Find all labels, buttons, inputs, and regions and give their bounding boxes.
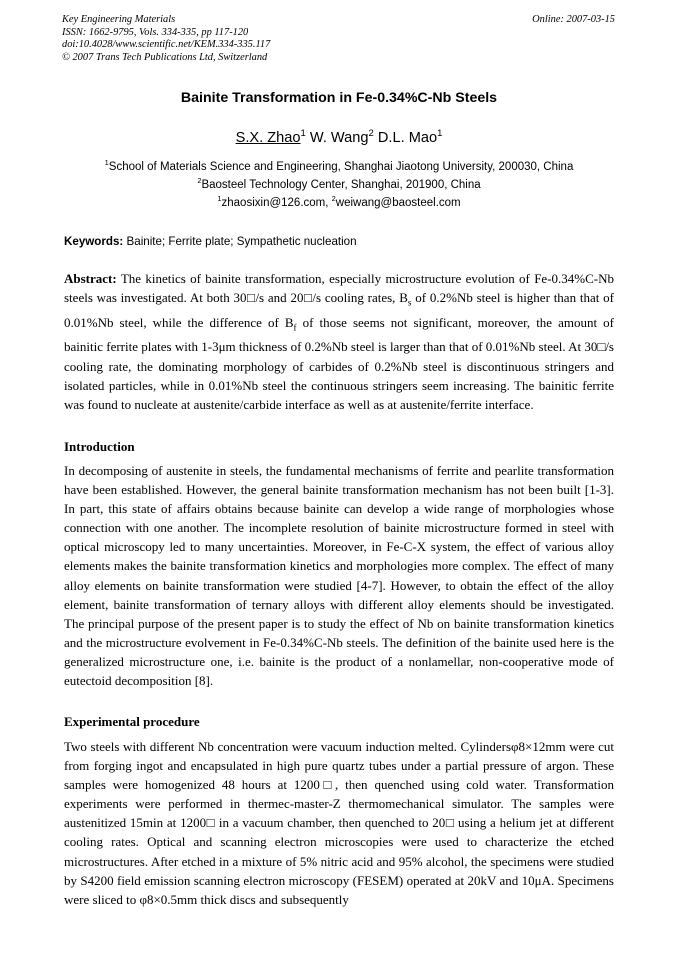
author-name: S.X. Zhao xyxy=(235,130,301,146)
author-list xyxy=(0,130,678,146)
abstract-text: The kinetics of bainite transformation, especially microstructure evolution of Fe-0.34%C-Nb steels was investigated. At both 30□/s and 20□/s cooling rates, B xyxy=(64,271,614,306)
experimental-text xyxy=(64,737,614,909)
keywords xyxy=(64,235,357,248)
experimental-heading: Experimental procedure xyxy=(64,714,200,729)
email-address: weiwang@baosteel.com xyxy=(335,197,461,209)
subscript: s xyxy=(407,297,412,308)
introduction-paragraph: In decomposing of austenite in steels, the fundamental mechanisms of ferrite and pearlite transformation have been established. However, the general bainite transformation mechanism has not been built [1-3]. In part, this state of affairs obtains because bainite can develop a wide range of morphologies whose connection with one another. The incomplete resolution of bainite microstructure formed in steel with optical microscopy led to many uncertainties. Moreover, in Fe-C-X system, the effect of various alloy elements makes the bainite transformation kinetics and morphologies more complex. The effect of many alloy elements on bainite transformation were studied [4-7]. However, to obtain the effect of the alloy element, bainite transformation of ternary alloys with different alloy elements should be investigated. The principal purpose of the present paper is to study the effect of Nb on bainite transformation kinetics and the microstructure evolvement in Fe-0.34%C-Nb steels. The definition of the bainite used here is the generalized microstructure one, i.e. bainite is the product of a nonlamellar, non-cooperative mode of eutectoid decomposition [8]. xyxy=(64,463,614,689)
email-mark: 2 xyxy=(331,194,336,204)
affiliation-text: School of Materials Science and Engineering, Shanghai Jiaotong University, 200030, China xyxy=(108,161,574,173)
affiliation-mark: 2 xyxy=(197,176,202,186)
author-name: D.L. Mao xyxy=(377,130,438,146)
author-affiliation-mark: 2 xyxy=(368,128,374,140)
affiliation-text: Baosteel Technology Center, Shanghai, 201900, China xyxy=(201,179,481,191)
online-date: Online: 2007-03-15 xyxy=(532,14,615,25)
doi-line: doi:10.4028/www.scientific.net/KEM.334-335.117 xyxy=(62,39,271,51)
email-address: zhaosixin@126.com, xyxy=(221,197,329,209)
journal-name: Key Engineering Materials xyxy=(62,14,176,25)
affiliation-mark: 1 xyxy=(104,158,109,168)
introduction-text xyxy=(64,461,614,690)
abstract xyxy=(64,269,614,414)
email-line xyxy=(0,194,678,209)
email-mark: 1 xyxy=(217,194,222,204)
author-affiliation-mark: 1 xyxy=(437,128,443,140)
abstract-text: of 0.2%Nb steel is higher than that of 0.01%Nb steel, while the difference of B xyxy=(64,290,614,330)
author-affiliation-mark: 1 xyxy=(300,128,306,140)
introduction-heading: Introduction xyxy=(64,439,135,454)
abstract-label: Abstract: xyxy=(64,271,117,286)
paper-title: Bainite Transformation in Fe-0.34%C-Nb Steels xyxy=(180,90,498,106)
abstract-text: of those seems not significant, moreover, the amount of bainitic ferrite plates with 1-3μm thickness of 0.2%Nb steel is larger than that of 0.01%Nb steel. At 30□/s cooling rate, the dominating morphology of carbides of 0.2%Nb steel is discontinuous stringers and isolated particles, while in 0.01%Nb steel the continuous stringers seem increasing. The bainitic ferrite was found to nucleate at austenite/carbide interface as well as at austenite/ferrite interface. xyxy=(64,314,614,412)
experimental-paragraph: Two steels with different Nb concentration were vacuum induction melted. Cylindersφ8×12mm were cut from forging ingot and encapsulated in high pure quartz tubes under a partial pressure of argon. These samples were homogenized 48 hours at 1200□, then quenched using cold water. Transformation experiments were performed in thermec-master-Z thermomechanical simulator. The samples were austenitized 15min at 1200□ in a vacuum chamber, then quenched to 20□ using a helium jet at different cooling rates. Optical and scanning electron microscopies were used to characterize the etched microstructures. After etched in a mixture of 5% nitric acid and 95% alcohol, the specimens were studied by S4200 field emission scanning electron microscopy (FESEM) operated at 20kV and 10μA. Specimens were sliced to φ8×0.5mm thick discs and subsequently xyxy=(64,739,614,907)
affiliation-1 xyxy=(0,158,678,173)
keywords-text: Bainite; Ferrite plate; Sympathetic nucleation xyxy=(126,235,357,248)
copyright-line: © 2007 Trans Tech Publications Ltd, Switzerland xyxy=(62,51,268,63)
author-name: W. Wang xyxy=(309,130,369,146)
subscript: f xyxy=(293,322,297,333)
keywords-label: Keywords: xyxy=(64,235,124,248)
journal-header xyxy=(62,14,270,64)
affiliation-2 xyxy=(0,176,678,191)
issn-line: ISSN: 1662-9795, Vols. 334-335, pp 117-120 xyxy=(62,26,249,38)
